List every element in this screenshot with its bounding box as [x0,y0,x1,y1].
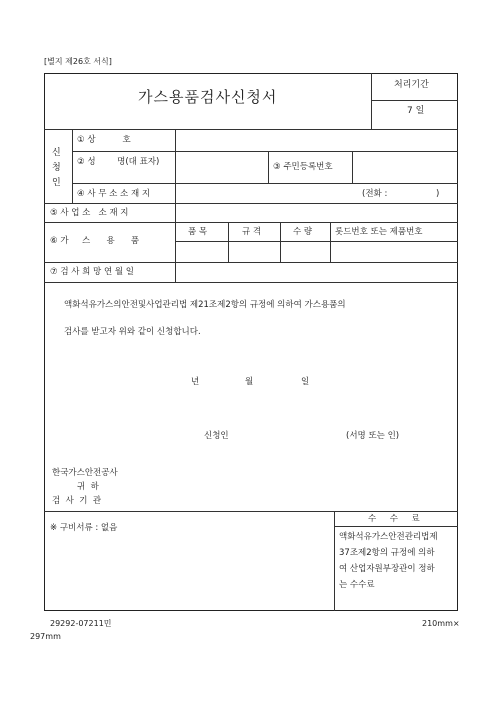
fee-line-1: 액화석유가스안전관리법제 [339,532,438,542]
footer-form-number: 29292-07211민 [50,619,112,628]
representative-field[interactable] [180,153,265,181]
gas-item-field[interactable] [178,243,226,260]
business-name-label: ① 상 호 [77,135,131,145]
gas-lot-field[interactable] [333,243,455,260]
form-title: 가스용품검사신청서 [138,88,278,106]
footer-paper-size: 210mm× [422,619,460,628]
gas-spec-field[interactable] [231,243,278,260]
date-month-label: 월 [245,377,254,387]
required-documents: ※ 구비서류 : 없음 [50,523,118,533]
site-address-field[interactable] [180,205,454,220]
inspection-date-field[interactable] [180,264,454,280]
fee-line-4: 는 수수료 [339,580,375,590]
signature-note: (서명 또는 인) [346,431,400,441]
declaration-line-2: 검사를 받고자 위와 같이 신청합니다. [64,327,201,337]
col-qty-header: 수 량 [293,227,313,237]
applicant-side-label: 신 청 인 [52,148,61,188]
office-address-field[interactable] [180,185,350,201]
gas-qty-field[interactable] [283,243,328,260]
business-name-field[interactable] [180,131,454,149]
fee-line-2: 37조제2항의 규정에 의하 [339,548,435,558]
inspection-date-label: ⑦ 검 사 희 망 연 월 일 [50,267,135,277]
representative-label: ② 성 명(대 표자) [77,157,160,167]
processing-period-label: 처리기간 [394,80,429,90]
resident-number-label: ③ 주민등록번호 [273,162,333,172]
date-year-label: 년 [191,377,200,387]
col-spec-header: 규 격 [242,227,262,237]
declaration-line-1: 액화석유가스의안전및사업관리법 제21조제2항의 규정에 의하여 가스용품의 [64,300,346,310]
gas-product-label: ⑥ 가 스 용 품 [50,236,140,246]
applicant-sign-label: 신청인 [204,431,229,441]
office-phone-label: (전화 : ) [362,189,440,199]
fee-label: 수 수 료 [368,514,420,524]
recipient-honorific: 귀 하 [77,482,99,492]
col-lot-header: 롯드번호 또는 제품번호 [335,227,423,237]
fee-line-3: 여 산업자원부장관이 정하 [339,564,435,574]
date-day-label: 일 [301,377,310,387]
form-code: [별지 제26호 서식] [44,57,112,66]
office-address-label: ④ 사 무 소 소 재 지 [77,189,151,199]
resident-number-field[interactable] [356,153,454,181]
col-item-header: 품 목 [188,227,208,237]
recipient-org: 한국가스안전공사 [52,468,118,478]
site-address-label: ⑤ 사 업 소 소 재 지 [50,208,129,218]
footer-paper-size-2: 297mm [30,632,61,641]
processing-period-value: 7 일 [407,106,425,116]
inspection-agency-label: 검 사 기 관 [52,496,102,506]
